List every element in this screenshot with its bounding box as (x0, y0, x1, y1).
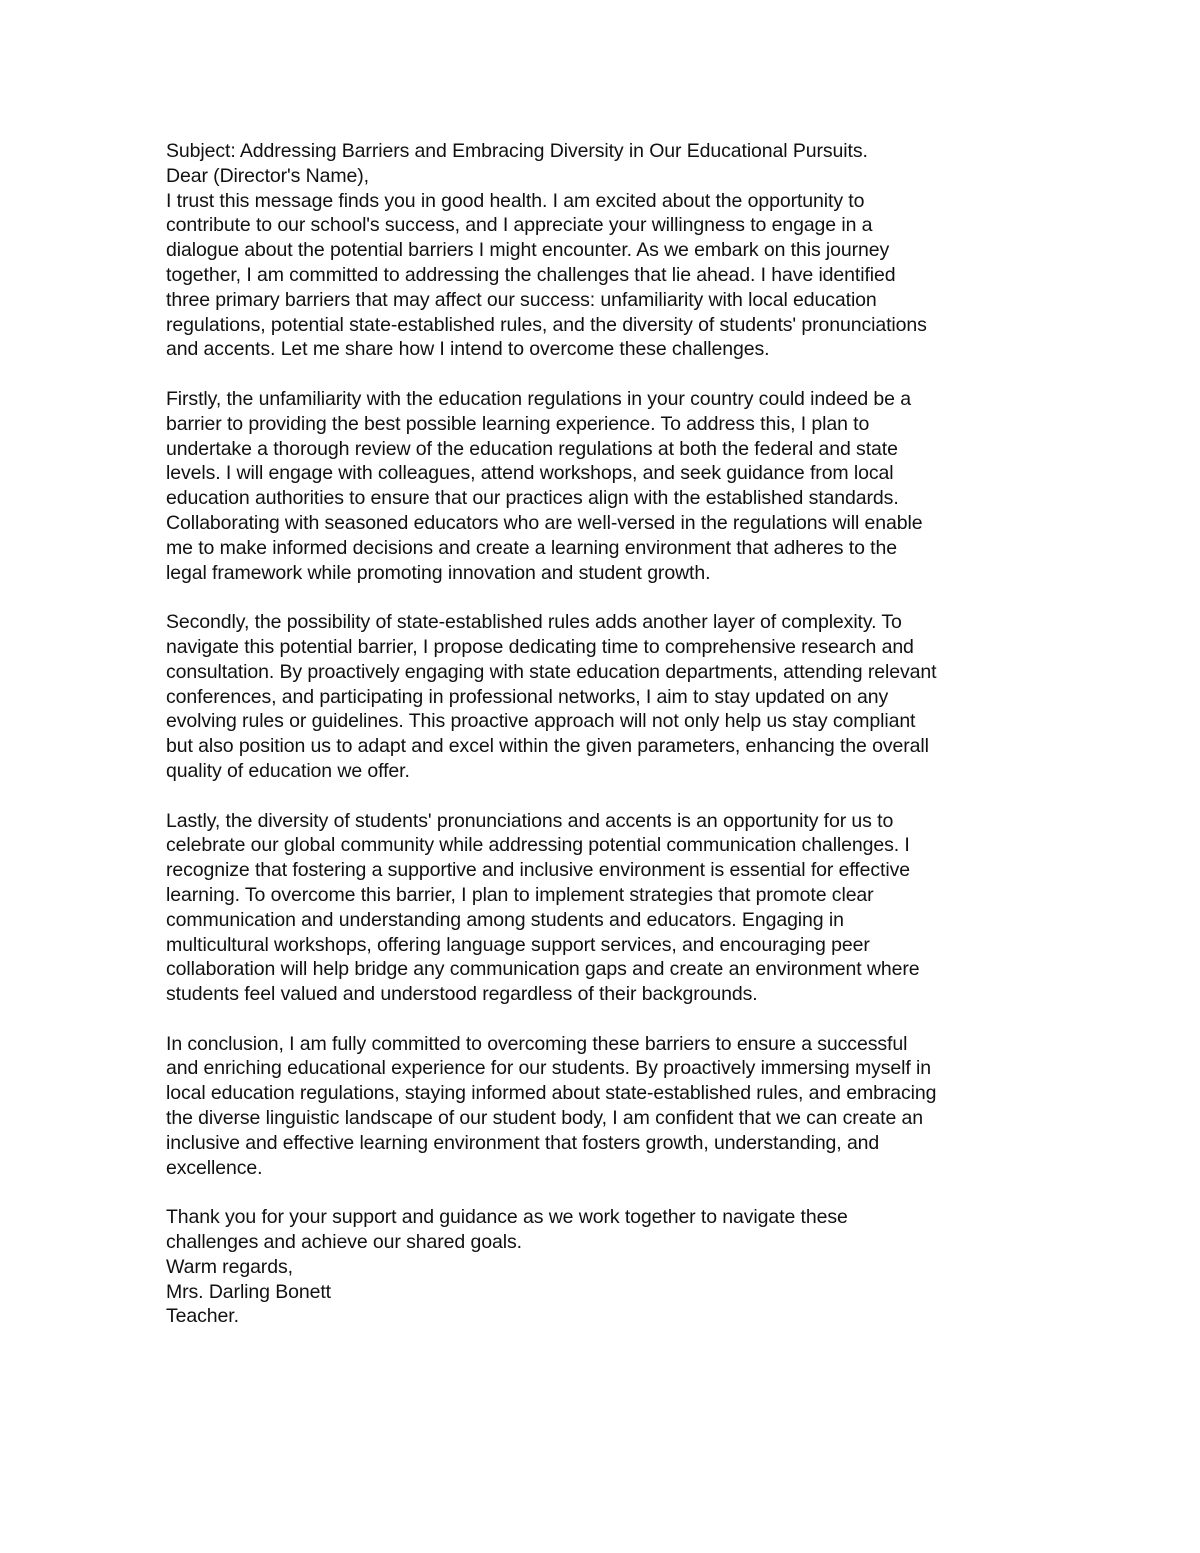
paragraph-line: undertake a thorough review of the education regulations at both the federal and state (166, 437, 898, 460)
letter-body (166, 139, 1046, 1329)
paragraph-line: celebrate our global community while addressing potential communication challenges. I (166, 834, 910, 857)
paragraph-firstly (166, 387, 1046, 585)
paragraph-line: recognize that fostering a supportive and inclusive environment is essential for effective (166, 859, 910, 882)
paragraph-line: collaboration will help bridge any communication gaps and create an environment where (166, 958, 920, 981)
paragraph-line: Secondly, the possibility of state-established rules adds another layer of complexity. To (166, 611, 902, 634)
paragraph-line: contribute to our school's success, and I appreciate your willingness to engage in a (166, 214, 873, 237)
paragraph-line: Collaborating with seasoned educators who are well-versed in the regulations will enable (166, 511, 923, 534)
paragraph-line: barrier to providing the best possible learning experience. To address this, I plan to (166, 412, 870, 435)
paragraph-line: the diverse linguistic landscape of our student body, I am confident that we can create an (166, 1107, 924, 1130)
paragraph-secondly (166, 610, 1046, 784)
letter-signature (166, 1280, 1046, 1330)
paragraph-line: and enriching educational experience for our students. By proactively immersing myself in (166, 1057, 931, 1080)
paragraph-intro (166, 189, 1046, 363)
signature-name: Mrs. Darling Bonett (166, 1280, 331, 1303)
letter-salutation: Dear (Director's Name), (166, 164, 369, 187)
paragraph-line: excellence. (166, 1156, 263, 1179)
paragraph-line: conferences, and participating in professional networks, I aim to stay updated on any (166, 685, 889, 708)
paragraph-thanks (166, 1205, 1046, 1255)
paragraph-line: regulations, potential state-established rules, and the diversity of students' pronunciations (166, 313, 927, 336)
paragraph-line: local education regulations, staying informed about state-established rules, and embracing (166, 1082, 937, 1105)
paragraph-conclusion (166, 1032, 1046, 1181)
paragraph-line: multicultural workshops, offering language support services, and encouraging peer (166, 933, 870, 956)
paragraph-line: communication and understanding among students and educators. Engaging in (166, 908, 844, 931)
paragraph-line: legal framework while promoting innovation and student growth. (166, 561, 711, 584)
paragraph-line: learning. To overcome this barrier, I plan to implement strategies that promote clear (166, 883, 874, 906)
paragraph-line: education authorities to ensure that our practices align with the established standards. (166, 487, 899, 510)
paragraph-line: navigate this potential barrier, I propose dedicating time to comprehensive research and (166, 635, 914, 658)
letter-subject: Subject: Addressing Barriers and Embracing Diversity in Our Educational Pursuits. (166, 140, 868, 162)
paragraph-line: quality of education we offer. (166, 759, 410, 782)
paragraph-line: challenges and achieve our shared goals. (166, 1231, 522, 1254)
paragraph-line: Firstly, the unfamiliarity with the education regulations in your country could indeed be a (166, 387, 911, 410)
paragraph-line: me to make informed decisions and create a learning environment that adheres to the (166, 536, 897, 559)
paragraph-line: Lastly, the diversity of students' pronunciations and accents is an opportunity for us to (166, 809, 894, 832)
paragraph-line: dialogue about the potential barriers I might encounter. As we embark on this journey (166, 239, 890, 262)
paragraph-lastly (166, 809, 1046, 1007)
paragraph-line: I trust this message finds you in good health. I am excited about the opportunity to (166, 189, 865, 212)
paragraph-line: together, I am committed to addressing the challenges that lie ahead. I have identified (166, 263, 896, 286)
paragraph-line: students feel valued and understood regardless of their backgrounds. (166, 983, 758, 1006)
letter-closing: Warm regards, (166, 1255, 293, 1278)
paragraph-line: Thank you for your support and guidance as we work together to navigate these (166, 1206, 848, 1229)
paragraph-line: evolving rules or guidelines. This proactive approach will not only help us stay compliant (166, 710, 916, 733)
signature-title: Teacher. (166, 1305, 239, 1328)
paragraph-line: three primary barriers that may affect our success: unfamiliarity with local education (166, 288, 877, 311)
paragraph-line: inclusive and effective learning environment that fosters growth, understanding, and (166, 1131, 880, 1154)
paragraph-line: In conclusion, I am fully committed to overcoming these barriers to ensure a successful (166, 1032, 908, 1055)
paragraph-line: levels. I will engage with colleagues, attend workshops, and seek guidance from local (166, 462, 894, 485)
paragraph-line: and accents. Let me share how I intend to overcome these challenges. (166, 338, 770, 361)
paragraph-line: but also position us to adapt and excel within the given parameters, enhancing the overall (166, 735, 929, 758)
paragraph-line: consultation. By proactively engaging with state education departments, attending relevant (166, 660, 937, 683)
